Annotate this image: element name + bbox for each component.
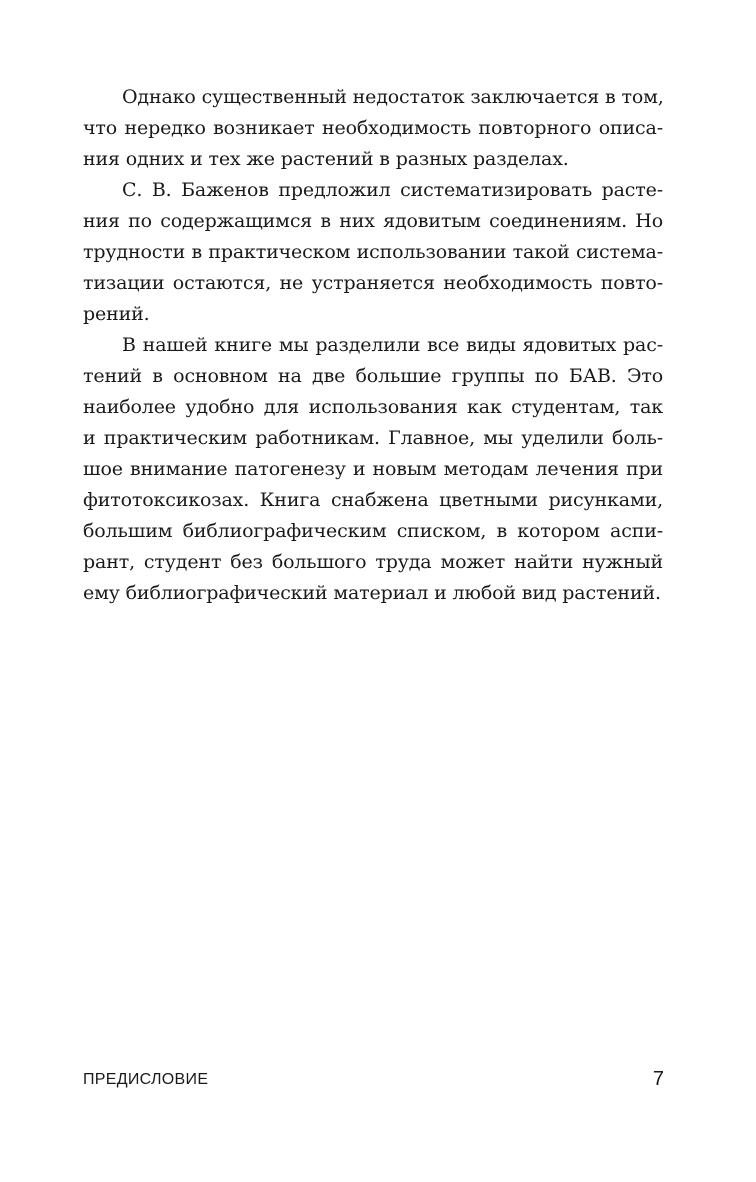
text-line: В нашей книге мы разделили все виды ядовитых рас- [122, 334, 663, 356]
text-line: фитотоксикозах. Книга снабжена цветными рисунками, [83, 489, 663, 511]
text-line: рант, студент без большого труда может найти нужный [83, 551, 663, 573]
text-line: рений. [83, 303, 150, 325]
text-line: наиболее удобно для использования как студентам, так [83, 396, 663, 418]
paragraph-2 [83, 175, 663, 330]
page-number: 7 [652, 1068, 664, 1090]
text-line: Однако существенный недостаток заключается в том, [122, 86, 664, 108]
text-line: ему библиографический материал и любой вид растений. [83, 582, 661, 604]
text-line: большим библиографическим списком, в котором аспи- [83, 520, 663, 542]
text-line: что нередко возникает необходимость повторного описа- [83, 117, 663, 139]
paragraph-3 [83, 330, 663, 609]
text-line: и практическим работникам. Главное, мы уделили боль- [83, 427, 663, 449]
text-line: трудности в практическом использовании такой система- [83, 241, 663, 263]
text-line: тизации остаются, не устраняется необходимость повто- [83, 272, 663, 294]
running-footer-title: ПРЕДИСЛОВИЕ [83, 1071, 209, 1088]
text-line: ния одних и тех же растений в разных разделах. [83, 148, 569, 170]
text-line: ния по содержащимся в них ядовитым соединениям. Но [83, 210, 663, 232]
text-line: шое внимание патогенезу и новым методам лечения при [83, 458, 663, 480]
text-line: тений в основном на две большие группы по БАВ. Это [83, 365, 663, 387]
page-body [83, 82, 663, 609]
text-line: С. В. Баженов предложил систематизировать расте- [122, 179, 663, 201]
paragraph-1 [83, 82, 663, 175]
